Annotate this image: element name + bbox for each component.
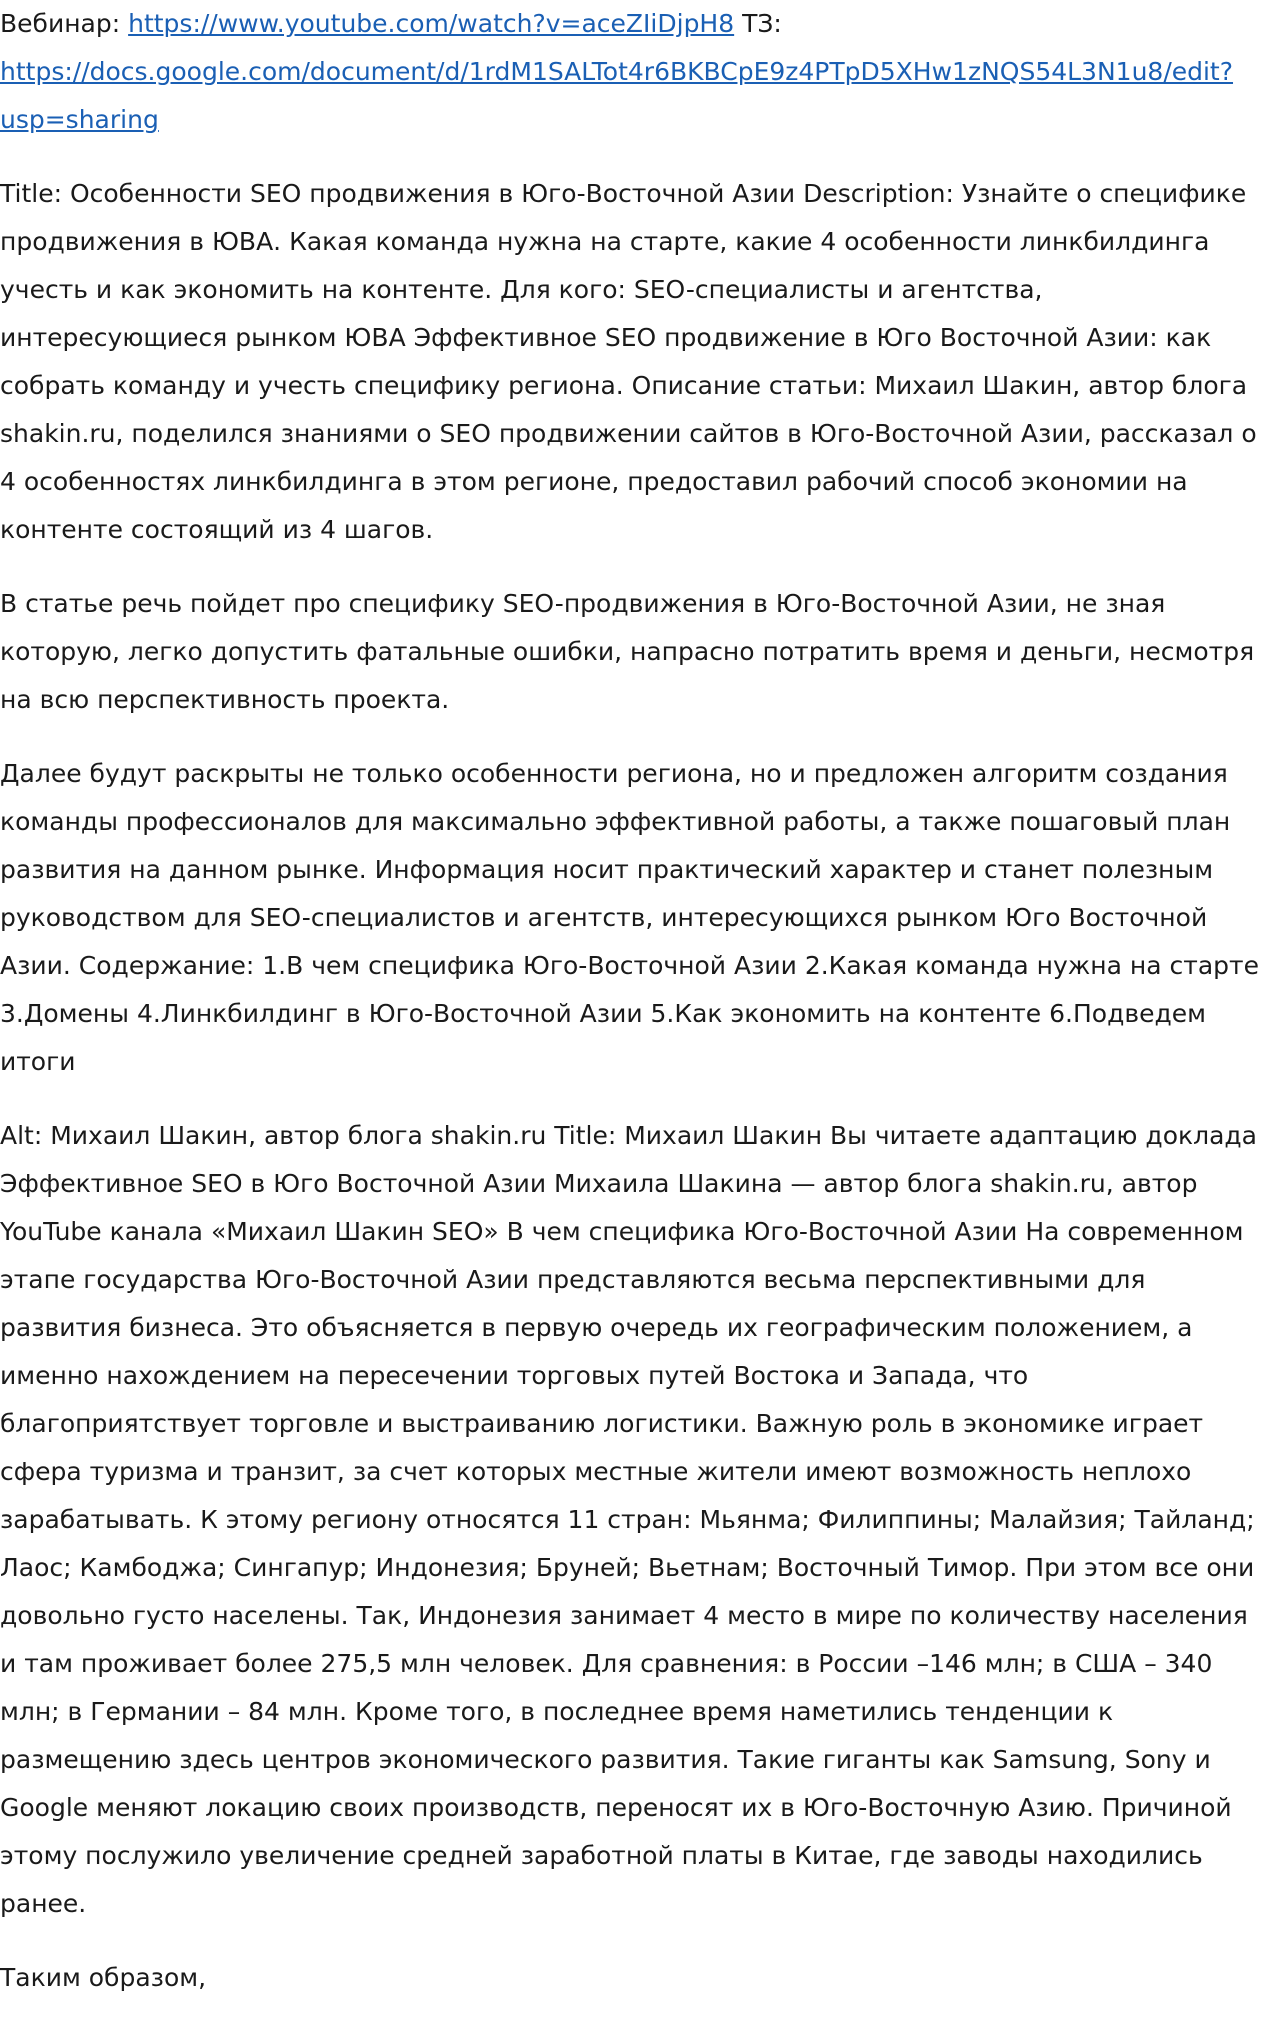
paragraph-title-description: Title: Особенности SEO продвижения в Юго-Восточной Азии Description: Узнайте о специфике продвижения в ЮВА. Какая команда нужна на старте, какие 4 особенности линкбилдинга учесть и как экономить на контенте. Для кого: SEO-специалисты и агентства, интересующиеся рынком ЮВА Эффективное SEO продвижение в Юго Восточной Азии: как собрать команду и учесть специфику региона. Описание статьи: Михаил Шакин, автор блога shakin.ru, поделился знаниями о SEO продвижении сайтов в Юго-Восточной Азии, рассказал о 4 особенностях линкбилдинга в этом регионе, предоставил рабочий способ экономии на контенте состоящий из 4 шагов. [0,179,1257,544]
paragraph-contents: Далее будут раскрыты не только особенности региона, но и предложен алгоритм создания команды профессионалов для максимально эффективной работы, а также пошаговый план развития на данном рынке. Информация носит практический характер и станет полезным руководством для SEO-специалистов и агентств, интересующихся рынком Юго Восточной Азии. Содержание: 1.В чем специфика Юго-Восточной Азии 2.Какая команда нужна на старте 3.Домены 4.Линкбилдинг в Юго-Восточной Азии 5.Как экономить на контенте 6.Подведем итоги [0,759,1259,1076]
paragraph-conclusion-start: Таким образом, [0,1963,207,1992]
tz-link-line2: usp=sharing [0,105,159,134]
intro-paragraph [0,0,1262,144]
paragraph-article-topic: В статье речь пойдет про специфику SEO-продвижения в Юго-Восточной Азии, не зная которую, легко допустить фатальные ошибки, напрасно потратить время и деньги, несмотря на всю перспективность проекта. [0,589,1255,714]
webinar-label: Вебинар: [0,9,121,38]
webinar-link[interactable]: https://www.youtube.com/watch?v=aceZIiDjpH8 [128,9,735,38]
tz-link-line1: https://docs.google.com/document/d/1rdM1SALTot4r6BKBCpE9z4PTpD5XHw1zNQS54L3N1u8/edit? [0,57,1234,86]
tz-link[interactable] [0,57,1233,134]
tz-label: ТЗ: [742,9,782,38]
paragraph-region-specifics: Alt: Михаил Шакин, автор блога shakin.ru Title: Михаил Шакин Вы читаете адаптацию доклада Эффективное SEO в Юго Восточной Азии Михаила Шакина — автор блога shakin.ru, автор YouTube канала «Михаил Шакин SEO» В чем специфика Юго-Восточной Азии На современном этапе государства Юго-Восточной Азии представляются весьма перспективными для развития бизнеса. Это объясняется в первую очередь их географическим положением, а именно нахождением на пересечении торговых путей Востока и Запада, что благоприятствует торговле и выстраиванию логистики. Важную роль в экономике играет сфера туризма и транзит, за счет которых местные жители имеют возможность неплохо зарабатывать. К этому региону относятся 11 стран: Мьянма; Филиппины; Малайзия; Тайланд; Лаос; Камбоджа; Сингапур; Индонезия; Бруней; Вьетнам; Восточный Тимор. При этом все они довольно густо населены. Так, Индонезия занимает 4 место в мире по количеству населения и там проживает более 275,5 млн человек. Для сравнения: в России –146 млн; в США – 340 млн; в Германии – 84 млн. Кроме того, в последнее время наметились тенденции к размещению здесь центров экономического развития. Такие гиганты как Samsung, Sony и Google меняют локацию своих производств, переносят их в Юго-Восточную Азию. Причиной этому послужило увеличение средней заработной платы в Китае, где заводы находились ранее. [0,1121,1258,1918]
